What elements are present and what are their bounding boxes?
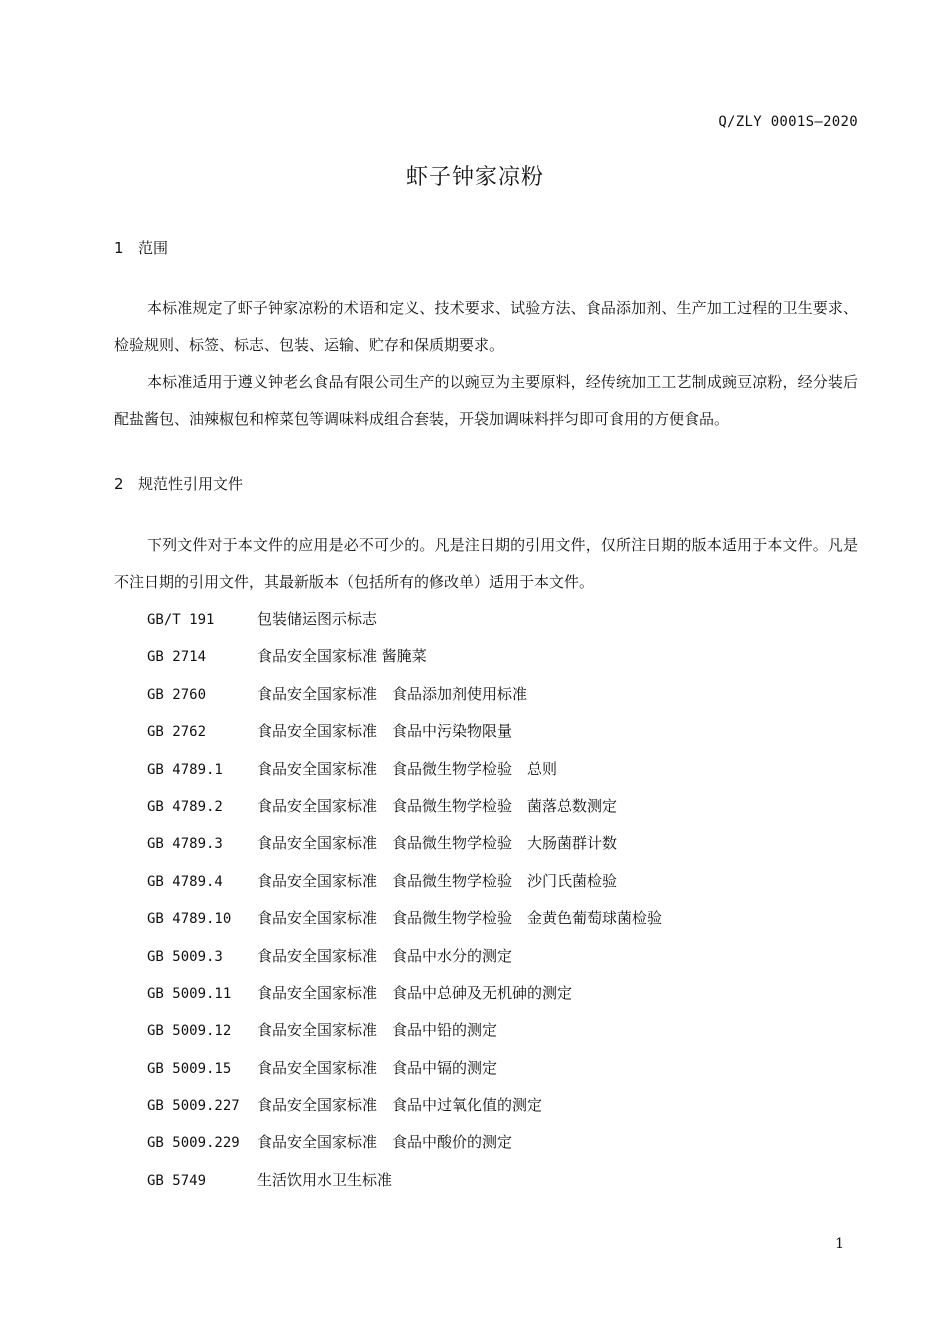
reference-list [147, 601, 662, 1199]
reference-code: GB 5009.229 [147, 1135, 240, 1152]
standard-code: Q/ZLY 0001S—2020 [718, 114, 858, 130]
reference-code: GB 5009.12 [147, 1023, 232, 1040]
reference-code: GB 4789.1 [147, 761, 223, 778]
reference-item [147, 1124, 662, 1161]
section-title: 范围 [138, 239, 169, 257]
reference-item [147, 638, 662, 675]
reference-title: 食品安全国家标准 食品中酸价的测定 [257, 1133, 513, 1152]
reference-item [147, 825, 662, 862]
reference-code: GB 4789.4 [147, 873, 223, 890]
reference-code: GB 5009.227 [147, 1098, 240, 1115]
reference-item [147, 751, 662, 788]
reference-item [147, 676, 662, 713]
reference-title: 食品安全国家标准 食品微生物学检验 菌落总数测定 [257, 796, 618, 815]
scope-paragraph-1: 本标准规定了虾子钟家凉粉的术语和定义、技术要求、试验方法、食品添加剂、生产加工过程的卫生要求、检验规则、标签、标志、包装、运输、贮存和保质期要求。 [114, 299, 858, 354]
section-title: 规范性引用文件 [138, 475, 244, 493]
reference-title: 食品安全国家标准 食品中过氧化值的测定 [257, 1096, 543, 1115]
reference-code: GB 2762 [147, 724, 207, 741]
page-number: 1 [835, 1236, 844, 1252]
reference-item [147, 713, 662, 750]
reference-title: 食品安全国家标准 食品微生物学检验 金黄色葡萄球菌检验 [257, 909, 663, 928]
reference-code: GB 4789.3 [147, 836, 223, 853]
reference-code: GB 5009.3 [147, 948, 223, 965]
reference-code: GB 4789.10 [147, 911, 232, 928]
reference-title: 食品安全国家标准 食品添加剂使用标准 [257, 684, 528, 703]
reference-code: GB/T 191 [147, 612, 215, 628]
reference-title: 食品安全国家标准 食品微生物学检验 总则 [257, 759, 558, 778]
reference-title: 食品安全国家标准 酱腌菜 [257, 647, 427, 666]
reference-code: GB 5749 [147, 1172, 207, 1189]
reference-item [147, 1050, 662, 1087]
reference-title: 食品安全国家标准 食品中水分的测定 [257, 946, 513, 965]
reference-item [147, 601, 662, 638]
document-title: 虾子钟家凉粉 [405, 165, 544, 190]
section-number: 1 [114, 239, 124, 257]
reference-title: 食品安全国家标准 食品中总砷及无机砷的测定 [257, 983, 573, 1002]
reference-title: 食品安全国家标准 食品中镉的测定 [257, 1058, 498, 1077]
section-2-heading [114, 473, 243, 494]
reference-item [147, 863, 662, 900]
reference-title: 包装储运图示标志 [257, 610, 378, 628]
references-intro-paragraph: 下列文件对于本文件的应用是必不可少的。凡是注日期的引用文件，仅所注日期的版本适用于本文件。凡是不注日期的引用文件，其最新版本（包括所有的修改单）适用于本文件。 [114, 536, 858, 591]
reference-title: 食品安全国家标准 食品中污染物限量 [257, 722, 513, 741]
reference-code: GB 5009.15 [147, 1060, 232, 1077]
section-1-heading [114, 237, 168, 258]
reference-title: 食品安全国家标准 食品微生物学检验 大肠菌群计数 [257, 834, 618, 853]
reference-code: GB 2714 [147, 649, 207, 666]
reference-item [147, 938, 662, 975]
section-number: 2 [114, 475, 124, 493]
reference-title: 食品安全国家标准 食品微生物学检验 沙门氏菌检验 [257, 871, 618, 890]
reference-item [147, 1012, 662, 1049]
reference-code: GB 5009.11 [147, 985, 232, 1002]
reference-item [147, 1087, 662, 1124]
reference-title: 生活饮用水卫生标准 [257, 1170, 393, 1189]
reference-item [147, 900, 662, 937]
reference-code: GB 4789.2 [147, 798, 223, 815]
scope-paragraph-2: 本标准适用于遵义钟老幺食品有限公司生产的以豌豆为主要原料，经传统加工工艺制成豌豆凉粉，经分装后配盐酱包、油辣椒包和榨菜包等调味料成组合套装，开袋加调味料拌匀即可食用的方便食品。 [114, 373, 858, 428]
reference-item [147, 788, 662, 825]
reference-title: 食品安全国家标准 食品中铅的测定 [257, 1021, 498, 1040]
reference-item [147, 1162, 662, 1199]
reference-item [147, 975, 662, 1012]
reference-code: GB 2760 [147, 686, 207, 703]
